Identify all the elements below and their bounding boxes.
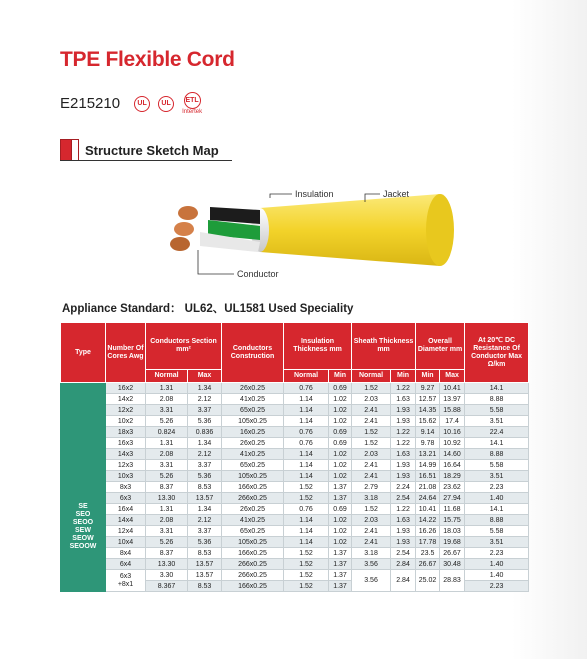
etl-sub: Intertek bbox=[182, 109, 203, 115]
table-cell: 3.37 bbox=[188, 526, 222, 537]
table-cell: 1.22 bbox=[391, 504, 416, 515]
table-cell: 2.41 bbox=[352, 460, 391, 471]
table-cell: 1.37 bbox=[329, 482, 352, 493]
table-cell: 1.93 bbox=[391, 416, 416, 427]
table-cell: 266x0.25 bbox=[222, 493, 284, 504]
sub-min: Min bbox=[416, 370, 440, 383]
copper-strand-3 bbox=[170, 237, 190, 251]
table-cell: 0.824 bbox=[146, 427, 188, 438]
table-cell: 3.31 bbox=[146, 526, 188, 537]
table-cell: 2.23 bbox=[465, 581, 529, 592]
table-cell: 2.41 bbox=[352, 526, 391, 537]
table-row bbox=[61, 394, 529, 405]
table-cell: 1.31 bbox=[146, 438, 188, 449]
table-cell: 5.26 bbox=[146, 416, 188, 427]
table-cell: 2.24 bbox=[391, 482, 416, 493]
header-sheath: Sheath Thickness mm bbox=[352, 323, 416, 370]
table-cell: 2.12 bbox=[188, 394, 222, 405]
table-cell: 2.03 bbox=[352, 515, 391, 526]
table-cell: 30.48 bbox=[440, 559, 465, 570]
jacket-label: Jacket bbox=[383, 189, 410, 199]
table-cell: 6x3 bbox=[106, 493, 146, 504]
table-cell: 2.03 bbox=[352, 449, 391, 460]
table-cell: 2.84 bbox=[391, 570, 416, 592]
cable-sketch bbox=[160, 180, 480, 295]
certification-row bbox=[60, 92, 202, 115]
sub-min: Min bbox=[329, 370, 352, 383]
table-cell: 18.29 bbox=[440, 471, 465, 482]
insulation-label: Insulation bbox=[295, 189, 334, 199]
table-cell: 1.34 bbox=[188, 383, 222, 394]
table-cell: 3.18 bbox=[352, 493, 391, 504]
table-cell: 25.02 bbox=[416, 570, 440, 592]
table-cell: 166x0.25 bbox=[222, 482, 284, 493]
table-cell: 16x4 bbox=[106, 504, 146, 515]
table-cell: 3.51 bbox=[465, 471, 529, 482]
table-cell: 0.836 bbox=[188, 427, 222, 438]
table-cell: 41x0.25 bbox=[222, 449, 284, 460]
conductor-label: Conductor bbox=[237, 269, 279, 279]
table-cell: 9.27 bbox=[416, 383, 440, 394]
table-row bbox=[61, 460, 529, 471]
table-cell: 1.40 bbox=[465, 493, 529, 504]
table-cell: 3.37 bbox=[188, 460, 222, 471]
table-cell: 8.88 bbox=[465, 449, 529, 460]
table-cell: 5.26 bbox=[146, 537, 188, 548]
section-marker bbox=[60, 139, 72, 161]
table-cell: 3.37 bbox=[188, 405, 222, 416]
table-cell: 1.22 bbox=[391, 383, 416, 394]
sub-normal: Normal bbox=[146, 370, 188, 383]
copper-strand-2 bbox=[174, 222, 194, 236]
table-cell: 26.67 bbox=[440, 548, 465, 559]
table-cell: 22.4 bbox=[465, 427, 529, 438]
table-cell: 16.64 bbox=[440, 460, 465, 471]
table-row bbox=[61, 570, 529, 581]
table-cell: 3.56 bbox=[352, 559, 391, 570]
table-cell: 9.14 bbox=[416, 427, 440, 438]
table-row bbox=[61, 438, 529, 449]
table-row bbox=[61, 515, 529, 526]
table-cell: 13.30 bbox=[146, 493, 188, 504]
table-cell: 1.37 bbox=[329, 581, 352, 592]
table-cell: 10.41 bbox=[416, 504, 440, 515]
table-cell: 0.69 bbox=[329, 383, 352, 394]
etl-logo bbox=[182, 92, 202, 115]
table-cell: 105x0.25 bbox=[222, 537, 284, 548]
header-construction: Conductors Construction bbox=[222, 323, 284, 383]
table-cell: 26x0.25 bbox=[222, 438, 284, 449]
table-cell: 1.52 bbox=[284, 548, 329, 559]
table-cell: 2.08 bbox=[146, 449, 188, 460]
cert-number: E215210 bbox=[60, 95, 121, 112]
table-cell: 11.68 bbox=[440, 504, 465, 515]
table-cell: 8.53 bbox=[188, 581, 222, 592]
table-cell: 65x0.25 bbox=[222, 460, 284, 471]
table-cell: 1.52 bbox=[284, 482, 329, 493]
type-cell: SE SEO SEOO SEW SEOW SEOOW bbox=[61, 383, 106, 592]
table-cell: 13.30 bbox=[146, 559, 188, 570]
header-insulation: Insulation Thickness mm bbox=[284, 323, 352, 370]
table-cell: 8.37 bbox=[146, 482, 188, 493]
table-cell: 1.40 bbox=[465, 570, 529, 581]
table-cell: 6x4 bbox=[106, 559, 146, 570]
table-cell: 13.97 bbox=[440, 394, 465, 405]
sub-max: Max bbox=[440, 370, 465, 383]
table-cell: 1.34 bbox=[188, 504, 222, 515]
table-cell: 5.58 bbox=[465, 405, 529, 416]
table-cell: 1.02 bbox=[329, 405, 352, 416]
table-cell: 23.5 bbox=[416, 548, 440, 559]
table-cell: 23.62 bbox=[440, 482, 465, 493]
table-cell: 8.367 bbox=[146, 581, 188, 592]
table-cell: 8.53 bbox=[188, 482, 222, 493]
table-cell: 1.22 bbox=[391, 427, 416, 438]
table-row bbox=[61, 383, 529, 394]
table-cell: 1.93 bbox=[391, 471, 416, 482]
table-cell: 0.69 bbox=[329, 427, 352, 438]
table-cell: 3.31 bbox=[146, 460, 188, 471]
table-cell: 1.22 bbox=[391, 438, 416, 449]
table-cell: 65x0.25 bbox=[222, 526, 284, 537]
table-cell: 1.02 bbox=[329, 394, 352, 405]
table-cell: 0.76 bbox=[284, 383, 329, 394]
table-cell: 10x3 bbox=[106, 471, 146, 482]
table-cell: 1.37 bbox=[329, 548, 352, 559]
standard-title: Appliance Standard： UL62、UL1581 Used Speciality bbox=[62, 303, 354, 315]
table-cell: 41x0.25 bbox=[222, 394, 284, 405]
table-cell: 2.41 bbox=[352, 416, 391, 427]
table-cell: 14.1 bbox=[465, 438, 529, 449]
table-cell: 2.41 bbox=[352, 471, 391, 482]
table-cell: 1.93 bbox=[391, 526, 416, 537]
table-cell: 1.63 bbox=[391, 449, 416, 460]
table-cell: 12x2 bbox=[106, 405, 146, 416]
table-cell: 26.67 bbox=[416, 559, 440, 570]
table-cell: 3.56 bbox=[352, 570, 391, 592]
table-cell: 12x3 bbox=[106, 460, 146, 471]
conductor-leader bbox=[198, 250, 234, 274]
table-cell: 15.88 bbox=[440, 405, 465, 416]
table-cell: 16x0.25 bbox=[222, 427, 284, 438]
jacket-end bbox=[426, 194, 454, 266]
table-cell: 14x3 bbox=[106, 449, 146, 460]
table-cell: 2.41 bbox=[352, 405, 391, 416]
jacket-body bbox=[260, 194, 450, 266]
header-diameter: Overall Diameter mm bbox=[416, 323, 465, 370]
table-cell: 1.14 bbox=[284, 405, 329, 416]
table-cell: 1.37 bbox=[329, 559, 352, 570]
table-row bbox=[61, 427, 529, 438]
table-row bbox=[61, 405, 529, 416]
table-cell: 10.41 bbox=[440, 383, 465, 394]
table-cell: 5.58 bbox=[465, 460, 529, 471]
table-cell: 1.02 bbox=[329, 460, 352, 471]
table-cell: 14.99 bbox=[416, 460, 440, 471]
table-cell: 0.76 bbox=[284, 438, 329, 449]
table-cell: 16x3 bbox=[106, 438, 146, 449]
table-cell: 105x0.25 bbox=[222, 471, 284, 482]
table-cell: 166x0.25 bbox=[222, 581, 284, 592]
table-cell: 2.54 bbox=[391, 493, 416, 504]
header-cores: Number Of Cores Awg bbox=[106, 323, 146, 383]
table-cell: 2.54 bbox=[391, 548, 416, 559]
table-cell: 5.26 bbox=[146, 471, 188, 482]
table-cell: 1.14 bbox=[284, 394, 329, 405]
table-cell: 1.52 bbox=[284, 570, 329, 581]
table-cell: 3.51 bbox=[465, 537, 529, 548]
table-cell: 2.03 bbox=[352, 394, 391, 405]
table-cell: 8.88 bbox=[465, 515, 529, 526]
table-cell: 10x4 bbox=[106, 537, 146, 548]
table-cell: 0.76 bbox=[284, 504, 329, 515]
table-cell: 12x4 bbox=[106, 526, 146, 537]
table-cell: 16.51 bbox=[416, 471, 440, 482]
table-cell: 1.52 bbox=[352, 504, 391, 515]
table-row bbox=[61, 526, 529, 537]
table-cell: 13.57 bbox=[188, 559, 222, 570]
sub-max: Max bbox=[188, 370, 222, 383]
table-cell: 17.4 bbox=[440, 416, 465, 427]
table-cell: 2.08 bbox=[146, 394, 188, 405]
table-cell: 26x0.25 bbox=[222, 383, 284, 394]
table-cell: 8.88 bbox=[465, 394, 529, 405]
header-type: Type bbox=[61, 323, 106, 383]
table-cell: 13.57 bbox=[188, 570, 222, 581]
table-cell: 14x2 bbox=[106, 394, 146, 405]
table-cell: 15.75 bbox=[440, 515, 465, 526]
table-row bbox=[61, 559, 529, 570]
table-cell: 266x0.25 bbox=[222, 570, 284, 581]
table-cell: 0.69 bbox=[329, 504, 352, 515]
table-cell: 1.14 bbox=[284, 416, 329, 427]
table-row bbox=[61, 471, 529, 482]
table-cell: 1.02 bbox=[329, 471, 352, 482]
table-cell: 27.94 bbox=[440, 493, 465, 504]
table-cell: 1.93 bbox=[391, 537, 416, 548]
table-cell: 2.23 bbox=[465, 482, 529, 493]
table-cell: 10.92 bbox=[440, 438, 465, 449]
table-cell: 10x2 bbox=[106, 416, 146, 427]
c-ul-logo: UL bbox=[158, 96, 174, 112]
table-cell: 14.35 bbox=[416, 405, 440, 416]
ul-logo: UL bbox=[134, 96, 150, 112]
insulation-leader bbox=[270, 194, 292, 198]
table-row bbox=[61, 493, 529, 504]
table-cell: 1.02 bbox=[329, 449, 352, 460]
table-cell: 8.37 bbox=[146, 548, 188, 559]
table-cell: 1.14 bbox=[284, 471, 329, 482]
table-row bbox=[61, 449, 529, 460]
table-cell: 2.12 bbox=[188, 449, 222, 460]
etl-mark: ETL bbox=[184, 92, 201, 109]
table-cell: 1.52 bbox=[284, 493, 329, 504]
table-cell: 166x0.25 bbox=[222, 548, 284, 559]
table-cell: 10.16 bbox=[440, 427, 465, 438]
table-cell: 14x4 bbox=[106, 515, 146, 526]
table-cell: 1.31 bbox=[146, 383, 188, 394]
table-cell: 1.02 bbox=[329, 526, 352, 537]
table-cell: 1.14 bbox=[284, 526, 329, 537]
table-cell: 14.22 bbox=[416, 515, 440, 526]
header-section: Conductors Section mm² bbox=[146, 323, 222, 370]
copper-strand-1 bbox=[178, 206, 198, 220]
table-cell: 13.21 bbox=[416, 449, 440, 460]
table-cell: 1.37 bbox=[329, 493, 352, 504]
table-cell: 2.12 bbox=[188, 515, 222, 526]
table-cell: 1.02 bbox=[329, 416, 352, 427]
table-cell: 5.36 bbox=[188, 416, 222, 427]
table-cell: 14.1 bbox=[465, 383, 529, 394]
table-cell: 13.57 bbox=[188, 493, 222, 504]
section-heading bbox=[60, 139, 219, 161]
table-cell: 1.02 bbox=[329, 537, 352, 548]
table-cell: 12.57 bbox=[416, 394, 440, 405]
table-cell: 17.78 bbox=[416, 537, 440, 548]
table-row bbox=[61, 416, 529, 427]
table-cell: 0.76 bbox=[284, 427, 329, 438]
table-cell: 9.78 bbox=[416, 438, 440, 449]
table-cell: 65x0.25 bbox=[222, 405, 284, 416]
section-marker-tail bbox=[72, 139, 79, 161]
table-cell: 3.18 bbox=[352, 548, 391, 559]
table-row bbox=[61, 548, 529, 559]
section-underline bbox=[60, 160, 232, 161]
table-cell: 1.52 bbox=[352, 427, 391, 438]
table-cell: 2.79 bbox=[352, 482, 391, 493]
table-row bbox=[61, 482, 529, 493]
table-cell: 5.58 bbox=[465, 526, 529, 537]
table-cell: 1.93 bbox=[391, 405, 416, 416]
table-cell: 3.30 bbox=[146, 570, 188, 581]
table-cell: 6x3 +8x1 bbox=[106, 570, 146, 592]
table-cell: 1.52 bbox=[284, 581, 329, 592]
table-cell: 2.23 bbox=[465, 548, 529, 559]
table-cell: 2.08 bbox=[146, 515, 188, 526]
table-cell: 0.69 bbox=[329, 438, 352, 449]
table-cell: 3.51 bbox=[465, 416, 529, 427]
table-cell: 1.63 bbox=[391, 515, 416, 526]
table-cell: 266x0.25 bbox=[222, 559, 284, 570]
table-row bbox=[61, 537, 529, 548]
table-cell: 24.64 bbox=[416, 493, 440, 504]
table-cell: 21.08 bbox=[416, 482, 440, 493]
table-cell: 1.40 bbox=[465, 559, 529, 570]
table-row bbox=[61, 504, 529, 515]
table-cell: 2.84 bbox=[391, 559, 416, 570]
table-cell: 5.36 bbox=[188, 471, 222, 482]
sub-min: Min bbox=[391, 370, 416, 383]
table-cell: 8x4 bbox=[106, 548, 146, 559]
table-cell: 1.31 bbox=[146, 504, 188, 515]
section-title: Structure Sketch Map bbox=[85, 142, 219, 158]
table-cell: 16x2 bbox=[106, 383, 146, 394]
table-cell: 1.14 bbox=[284, 460, 329, 471]
table-cell: 1.93 bbox=[391, 460, 416, 471]
table-cell: 1.14 bbox=[284, 449, 329, 460]
spec-table bbox=[60, 322, 529, 592]
page-title: TPE Flexible Cord bbox=[60, 48, 235, 71]
table-cell: 2.41 bbox=[352, 537, 391, 548]
header-resistance: At 20℃ DC Resistance Of Conductor Max Ω/km bbox=[465, 323, 529, 383]
table-cell: 26x0.25 bbox=[222, 504, 284, 515]
table-cell: 3.31 bbox=[146, 405, 188, 416]
table-cell: 16.26 bbox=[416, 526, 440, 537]
table-cell: 105x0.25 bbox=[222, 416, 284, 427]
table-cell: 1.63 bbox=[391, 394, 416, 405]
table-cell: 19.68 bbox=[440, 537, 465, 548]
table-cell: 15.62 bbox=[416, 416, 440, 427]
table-cell: 1.14 bbox=[284, 515, 329, 526]
sub-normal: Normal bbox=[284, 370, 329, 383]
table-cell: 18.03 bbox=[440, 526, 465, 537]
table-cell: 1.52 bbox=[352, 383, 391, 394]
table-cell: 8x3 bbox=[106, 482, 146, 493]
table-cell: 1.37 bbox=[329, 570, 352, 581]
table-cell: 18x3 bbox=[106, 427, 146, 438]
table-cell: 28.83 bbox=[440, 570, 465, 592]
table-cell: 1.34 bbox=[188, 438, 222, 449]
table-cell: 14.1 bbox=[465, 504, 529, 515]
table-cell: 1.02 bbox=[329, 515, 352, 526]
table-cell: 8.53 bbox=[188, 548, 222, 559]
table-cell: 1.52 bbox=[352, 438, 391, 449]
table-cell: 14.60 bbox=[440, 449, 465, 460]
table-cell: 1.52 bbox=[284, 559, 329, 570]
table-cell: 5.36 bbox=[188, 537, 222, 548]
table-cell: 41x0.25 bbox=[222, 515, 284, 526]
sub-normal: Normal bbox=[352, 370, 391, 383]
table-cell: 1.14 bbox=[284, 537, 329, 548]
